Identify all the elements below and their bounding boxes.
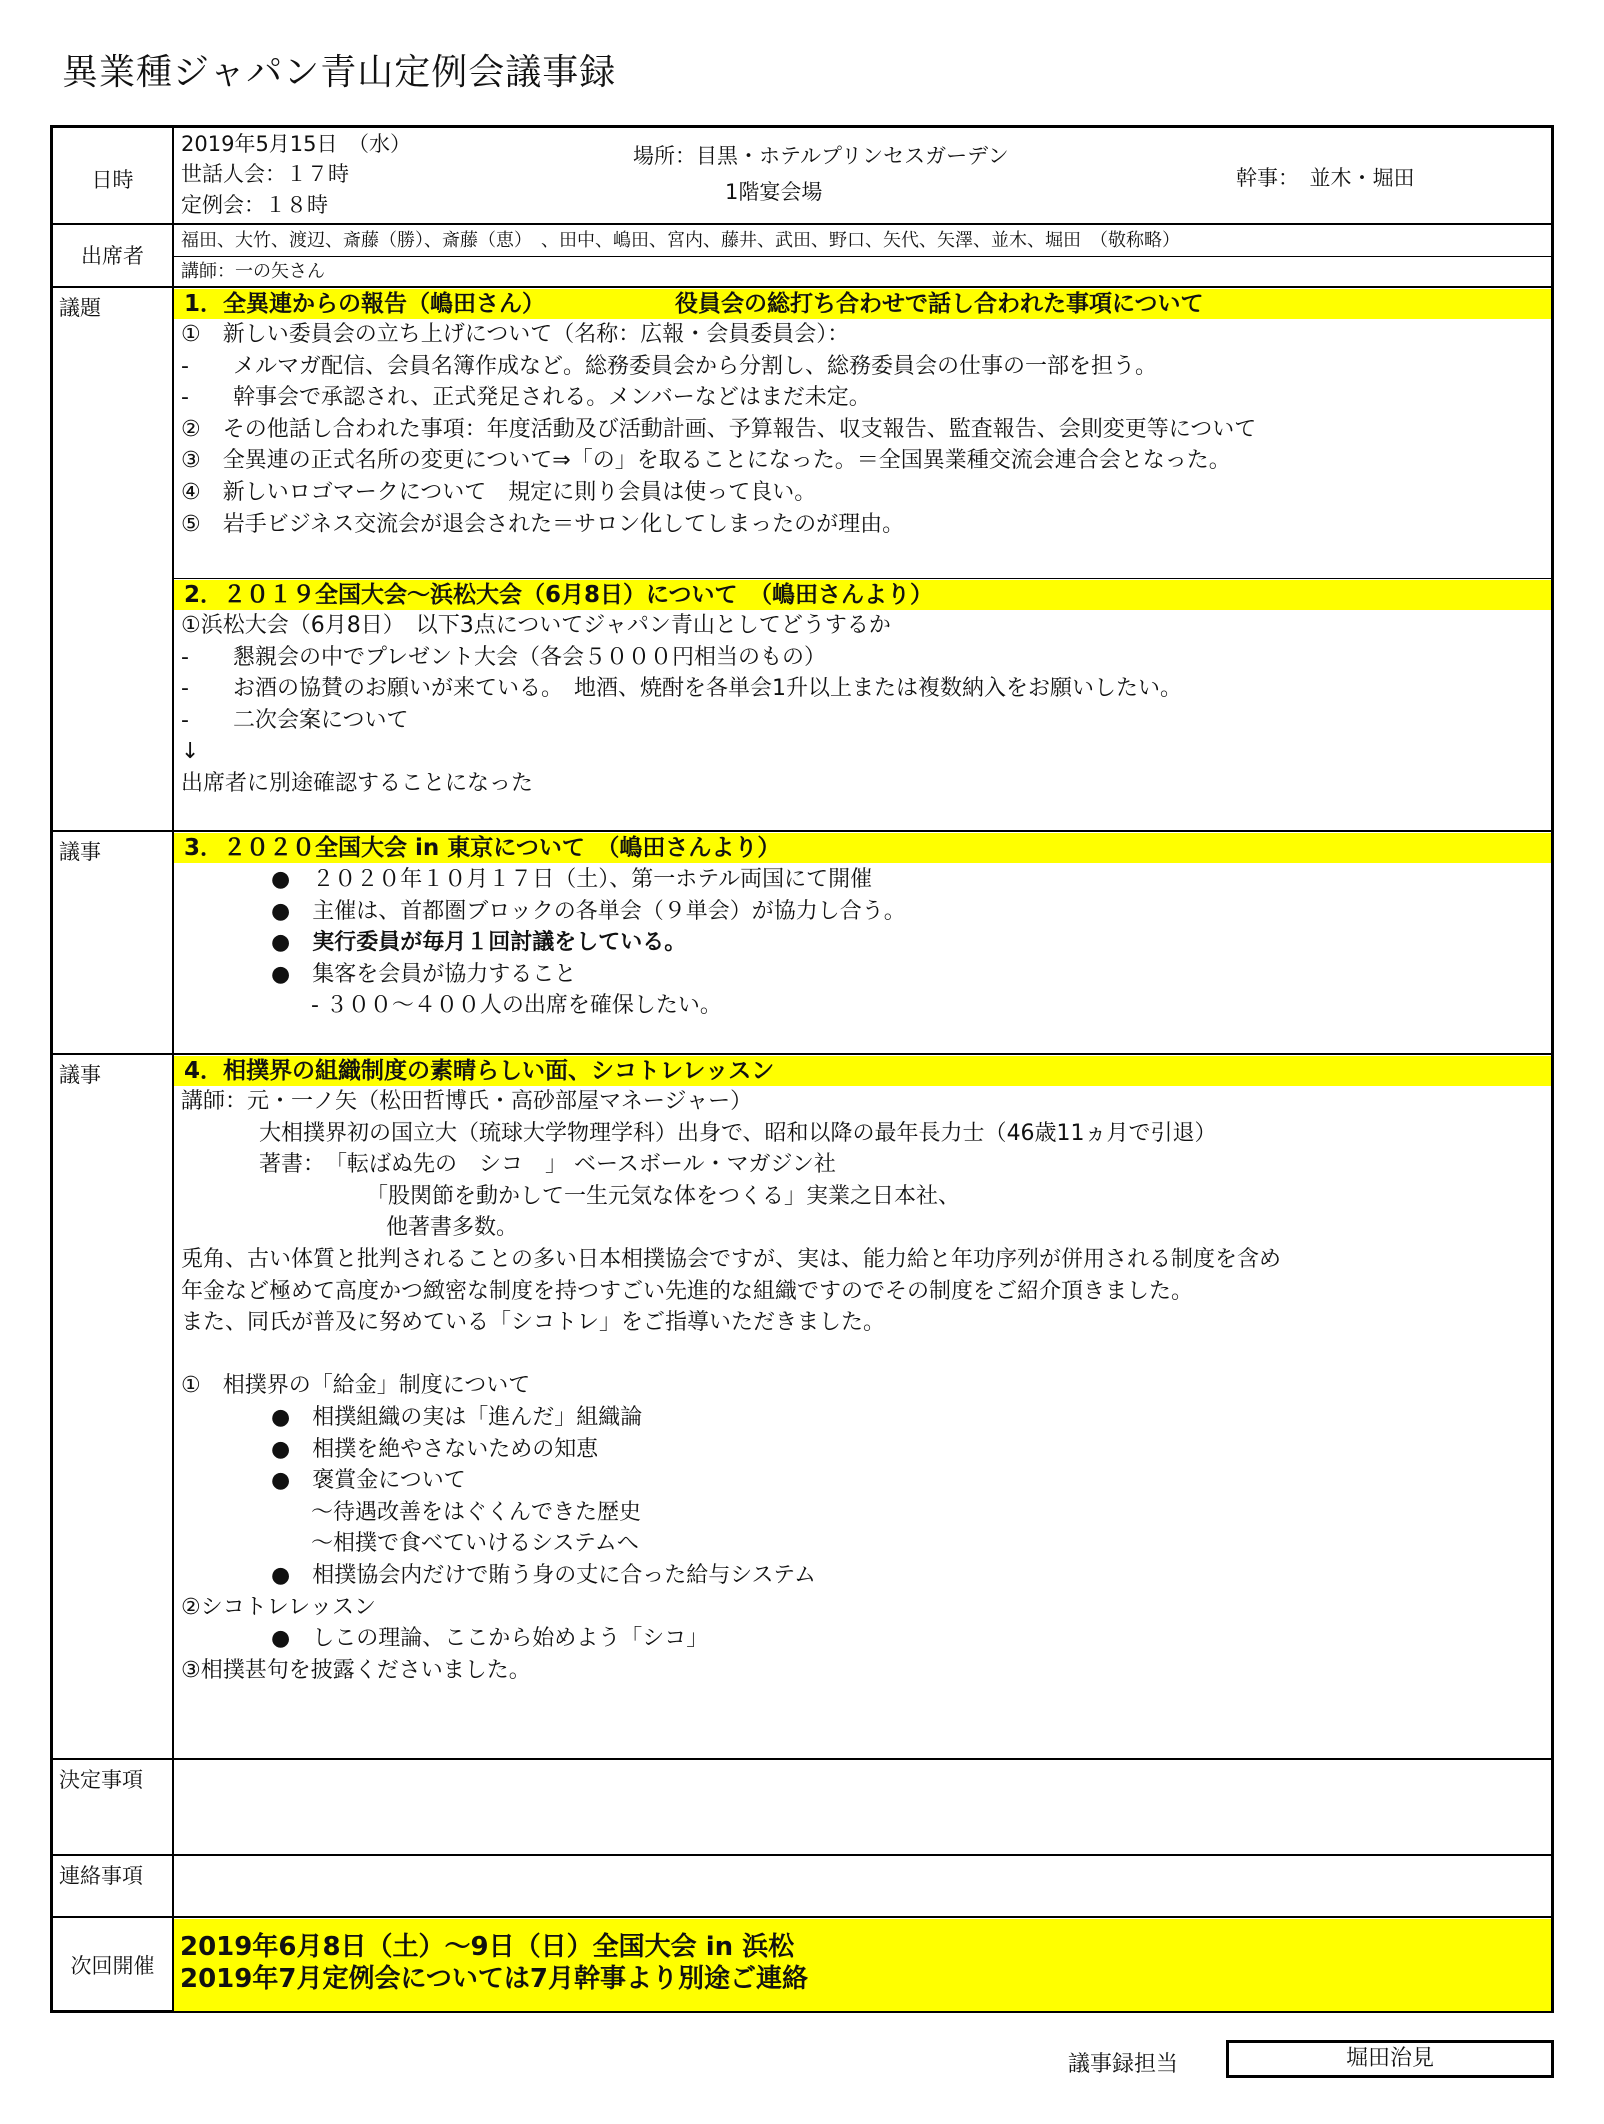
- minutes-author-name: 堀田治見: [1345, 2046, 1434, 2071]
- decisions-label: 決定事項: [59, 1768, 143, 1792]
- lecturer-line: 講師：一の矢さん: [181, 261, 325, 282]
- list-item: ③ 全異連の正式名所の変更について⇒「の」を取ることになった。＝全国異業種交流会連合会となった。: [181, 448, 1231, 474]
- next-meeting-line: 2019年7月定例会については7月幹事より別途ご連絡: [180, 1964, 809, 1994]
- list-item: ② その他話し合われた事項：年度活動及び活動計画、予算報告、収支報告、監査報告、会則変更等について: [181, 416, 1257, 442]
- minutes-author-label: 議事録担当: [1068, 2052, 1179, 2077]
- paragraph-line: 年金など極めて高度かつ緻密な制度を持つすごい先進的な組織ですのでその制度をご紹介頂きました。: [181, 1278, 1194, 1304]
- section1-body: [181, 319, 1256, 540]
- list-item: ②シコトレレッスン: [181, 1594, 376, 1620]
- list-item: ● 相撲組織の実は「進んだ」組織論: [271, 1404, 643, 1430]
- section3-body: [181, 864, 906, 1022]
- list-item: ↓: [181, 739, 200, 765]
- section1-subheading: 役員会の総打ち合わせで話し合われた事項について: [675, 291, 1204, 317]
- secretaries: 幹事： 並木・堀田: [1236, 166, 1415, 190]
- row-divider: [53, 1916, 1551, 1918]
- minutes-sheet: [50, 125, 1554, 2013]
- section2-body: [181, 610, 1182, 800]
- section4-body: [181, 1086, 1281, 1686]
- next-meeting-box: [174, 1919, 1551, 2011]
- row-divider: [174, 256, 1551, 257]
- section3-heading: 3．２０２０全国大会 in 東京について （嶋田さんより）: [174, 833, 1551, 863]
- row-divider: [53, 223, 1551, 225]
- row-divider: [53, 1758, 1551, 1760]
- row-divider: [174, 578, 1551, 579]
- lecturer-books: 「股関節を動かして一生元気な体をつくる」実業之日本社、: [366, 1183, 961, 1209]
- list-item: ～待遇改善をはぐくんできた歴史: [311, 1499, 642, 1525]
- list-item: - 懇親会の中でプレゼント大会（各会５０００円相当のもの）: [181, 644, 827, 670]
- attendees-label: 出席者: [81, 244, 144, 268]
- date-line: 2019年5月15日 （水）: [181, 132, 412, 156]
- list-item: - 幹事会で承認され、正式発足される。メンバーなどはまだ未定。: [181, 385, 871, 411]
- list-item: ● 相撲を絶やさないための知恵: [271, 1436, 599, 1462]
- row-divider: [53, 830, 1551, 832]
- next-meeting-line: 2019年6月8日（土）～9日（日）全国大会 in 浜松: [180, 1932, 795, 1962]
- list-item: ～相撲で食べていけるシステムへ: [311, 1531, 639, 1557]
- list-item: ③相撲甚句を披露くださいました。: [181, 1657, 531, 1683]
- list-item: ● ２０２０年１０月１７日（土）、第一ホテル両国にて開催: [271, 867, 873, 892]
- blank-line: [181, 1339, 1281, 1371]
- venue: 場所：目黒・ホテルプリンセスガーデン: [633, 144, 1009, 168]
- list-item: 出席者に別途確認することになった: [181, 770, 534, 796]
- list-item: ① 相撲界の「給金」制度について: [181, 1373, 531, 1399]
- list-item: ● しこの理論、ここから始めよう「シコ」: [271, 1626, 709, 1652]
- list-item: ● 集客を会員が協力すること: [271, 961, 577, 987]
- notices-label: 連絡事項: [59, 1864, 143, 1888]
- list-item: ● 主催は、首都圏ブロックの各単会（９単会）が協力し合う。: [271, 898, 906, 924]
- venue-room: 1階宴会場: [725, 180, 823, 204]
- date-label: 日時: [91, 168, 134, 192]
- list-item: - 二次会案について: [181, 707, 409, 733]
- document-title: 異業種ジャパン青山定例会議事録: [62, 52, 617, 93]
- row-divider: [53, 286, 1551, 288]
- proceedings-label: 議事: [59, 840, 101, 864]
- list-item: - お酒の協賛のお願いが来ている。 地酒、焼酎を各単会1升以上または複数納入をお願いしたい。: [181, 676, 1182, 702]
- list-item: ①浜松大会（6月8日） 以下3点についてジャパン青山としてどうするか: [181, 613, 891, 638]
- row-divider: [53, 1854, 1551, 1856]
- list-item: ● 褒賞金について: [271, 1468, 466, 1494]
- list-item: ⑤ 岩手ビジネス交流会が退会された＝サロン化してしまったのが理由。: [181, 511, 905, 537]
- lecturer-books: 著書： 「転ばぬ先の シコ 」 ベースボール・マガジン社: [259, 1152, 836, 1178]
- agenda-label: 議題: [59, 296, 101, 320]
- list-item: ① 新しい委員会の立ち上げについて（名称：広報・会員委員会）：: [181, 322, 850, 347]
- paragraph-line: 兎角、古い体質と批判されることの多い日本相撲協会ですが、実は、能力給と年功序列が併用される制度を含め: [181, 1246, 1282, 1272]
- proceedings-label: 議事: [59, 1063, 101, 1087]
- list-item: ④ 新しいロゴマークについて 規定に則り会員は使って良い。: [181, 479, 817, 505]
- meeting-time-line: 定例会：１８時: [181, 193, 328, 217]
- next-meeting-label: 次回開催: [70, 1954, 155, 1978]
- row-divider: [53, 1053, 1551, 1055]
- minutes-author-box: [1226, 2040, 1554, 2078]
- section2-heading: 2．２０１９全国大会～浜松大会（6月8日）について （嶋田さんより）: [174, 580, 1551, 610]
- attendee-names: 福田、大竹、渡辺、斎藤（勝）、斎藤（恵） 、田中、嶋田、宮内、藤井、武田、野口、矢代、矢澤、並木、堀田 （敬称略）: [181, 230, 1180, 251]
- list-item: ● 相撲協会内だけで賄う身の丈に合った給与システム: [271, 1562, 816, 1588]
- lecturer-info: 講師：元・一ノ矢（松田哲博氏・高砂部屋マネージャー）: [181, 1089, 753, 1114]
- lecturer-books: 他著書多数。: [386, 1215, 519, 1241]
- section-heading: [174, 289, 1551, 319]
- lecturer-bio: 大相撲界初の国立大（琉球大学物理学科）出身で、昭和以降の最年長力士（46歳11ヵ月で引退）: [259, 1120, 1217, 1146]
- section4-heading: 4．相撲界の組織制度の素晴らしい面、シコトレレッスン: [174, 1056, 1551, 1086]
- section1-heading: 1．全異連からの報告（嶋田さん）: [184, 291, 546, 317]
- list-item: ● 実行委員が毎月１回討議をしている。: [271, 930, 687, 956]
- meeting-time-line: 世話人会：１７時: [181, 162, 349, 186]
- list-item: ‐ ３００～４００人の出席を確保したい。: [311, 993, 722, 1019]
- list-item: - メルマガ配信、会員名簿作成など。総務委員会から分割し、総務委員会の仕事の一部を担う。: [181, 353, 1157, 379]
- paragraph-line: また、同氏が普及に努めている「シコトレ」をご指導いただきました。: [181, 1310, 886, 1336]
